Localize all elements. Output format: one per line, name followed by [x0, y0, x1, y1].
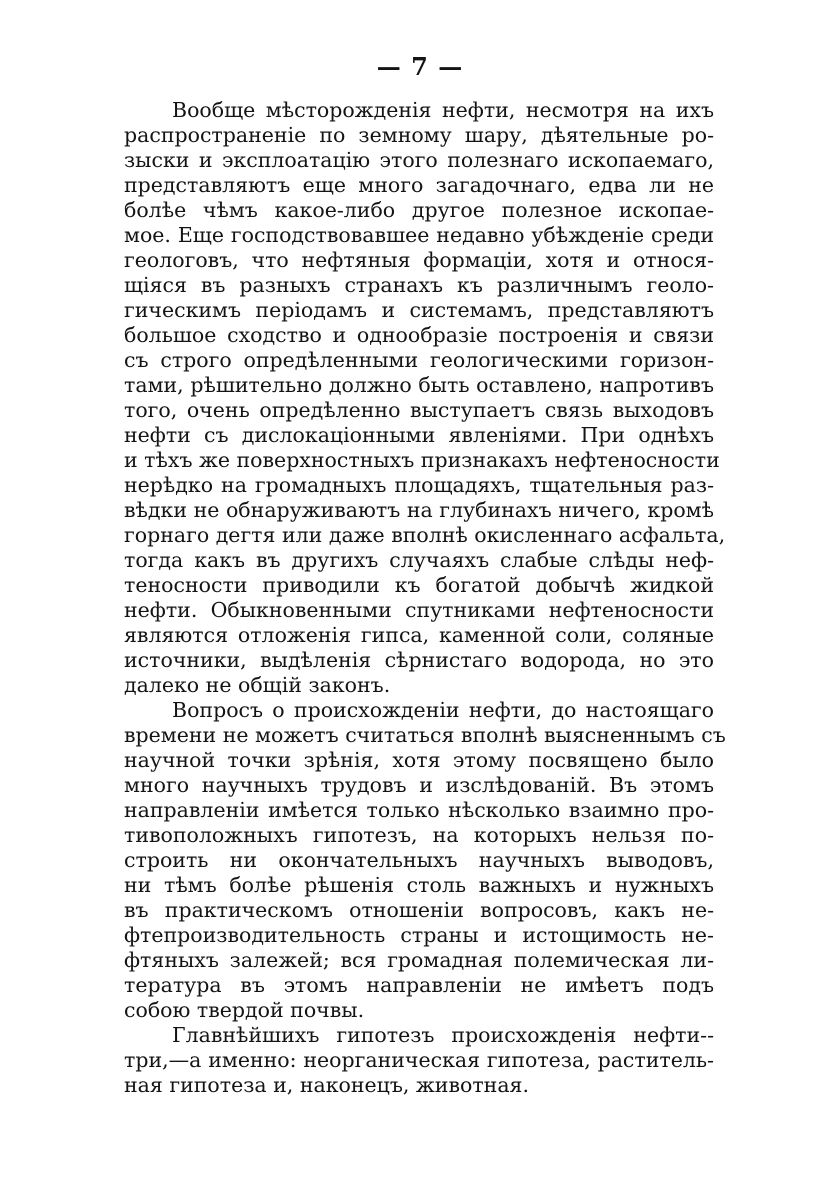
text-line: фтепроизводительность страны и истощимость не- — [124, 923, 714, 947]
text-line: въ практическомъ отношеніи вопросовъ, какъ не- — [124, 898, 714, 922]
text-line: три,—а именно: неорганическая гипотеза, раститель- — [124, 1048, 714, 1072]
paragraph-main-hypotheses — [124, 1023, 714, 1098]
text-line: нефти съ дислокаціонными явленіями. При однѣхъ — [124, 423, 714, 447]
text-line: строить ни окончательныхъ научныхъ выводовъ, — [124, 848, 714, 872]
text-line: съ строго опредѣленными геологическими горизон- — [124, 348, 714, 372]
text-line: Главнѣйшихъ гипотезъ происхожденія нефти-- — [172, 1023, 714, 1047]
text-line: нефти. Обыкновенными спутниками нефтеносности — [124, 598, 714, 622]
text-line: теносности приводили къ богатой добычѣ жидкой — [124, 573, 714, 597]
paragraph-origin-question — [124, 698, 726, 1023]
paragraph-deposits — [124, 98, 726, 698]
text-line: времени не можетъ считаться вполнѣ выясненнымъ съ — [124, 723, 726, 747]
text-line: много научныхъ трудовъ и изслѣдованій. Въ этомъ — [124, 773, 714, 797]
text-line: тогда какъ въ другихъ случаяхъ слабые слѣды неф- — [124, 548, 714, 572]
text-line: Вообще мѣсторожденія нефти, несмотря на ихъ — [172, 98, 714, 122]
text-line: являются отложенія гипса, каменной соли, соляные — [124, 623, 714, 647]
text-line: и тѣхъ же поверхностныхъ признакахъ нефтеносности — [124, 448, 720, 472]
text-line: горнаго дегтя или даже вполнѣ окисленнаго асфальта, — [124, 523, 726, 547]
text-line: направленіи имѣется только нѣсколько взаимно про- — [124, 798, 714, 822]
text-line: щіяся въ разныхъ странахъ къ различнымъ геоло- — [124, 273, 714, 297]
text-line: далеко не общій законъ. — [124, 673, 391, 697]
text-line: гическимъ періодамъ и системамъ, представляютъ — [124, 298, 714, 322]
text-line: Вопросъ о происхожденіи нефти, до настоящаго — [172, 698, 714, 722]
text-line: распространеніе по земному шару, дѣятельные ро- — [124, 123, 714, 147]
text-line: болѣе чѣмъ какое-либо другое полезное ископае- — [124, 198, 714, 222]
text-line: тература въ этомъ направленіи не имѣетъ подъ — [124, 973, 714, 997]
text-line: нерѣдко на громадныхъ площадяхъ, тщательныя раз- — [124, 473, 714, 497]
text-line: вѣдки не обнаруживаютъ на глубинахъ ничего, кромѣ — [124, 498, 714, 522]
text-line: научной точки зрѣнія, хотя этому посвящено было — [124, 748, 714, 772]
text-line: представляютъ еще много загадочнаго, едва ли не — [124, 173, 714, 197]
text-line: тами, рѣшительно должно быть оставлено, напротивъ — [124, 373, 714, 397]
text-line: зыски и эксплоатацію этого полезнаго ископаемаго, — [124, 148, 714, 172]
text-line: мое. Еще господствовавшее недавно убѣжденіе среди — [124, 223, 714, 247]
body-text — [124, 98, 726, 1098]
text-line: большое сходство и однообразіе построенія и связи — [124, 323, 714, 347]
text-line: ная гипотеза и, наконецъ, животная. — [124, 1073, 530, 1097]
text-line: того, очень опредѣленно выступаетъ связь выходовъ — [124, 398, 714, 422]
text-line: ни тѣмъ болѣе рѣшенія столь важныхъ и нужныхъ — [124, 873, 714, 897]
text-line: тивоположныхъ гипотезъ, на которыхъ нельзя по- — [124, 823, 714, 847]
page-number: — 7 — — [376, 52, 464, 81]
text-line: собою твердой почвы. — [124, 998, 365, 1022]
text-line: фтяныхъ залежей; вся громадная полемическая ли- — [124, 948, 714, 972]
text-line: источники, выдѣленія сѣрнистаго водорода, но это — [124, 648, 714, 672]
text-line: геологовъ, что нефтяныя формаціи, хотя и относя- — [124, 248, 714, 272]
